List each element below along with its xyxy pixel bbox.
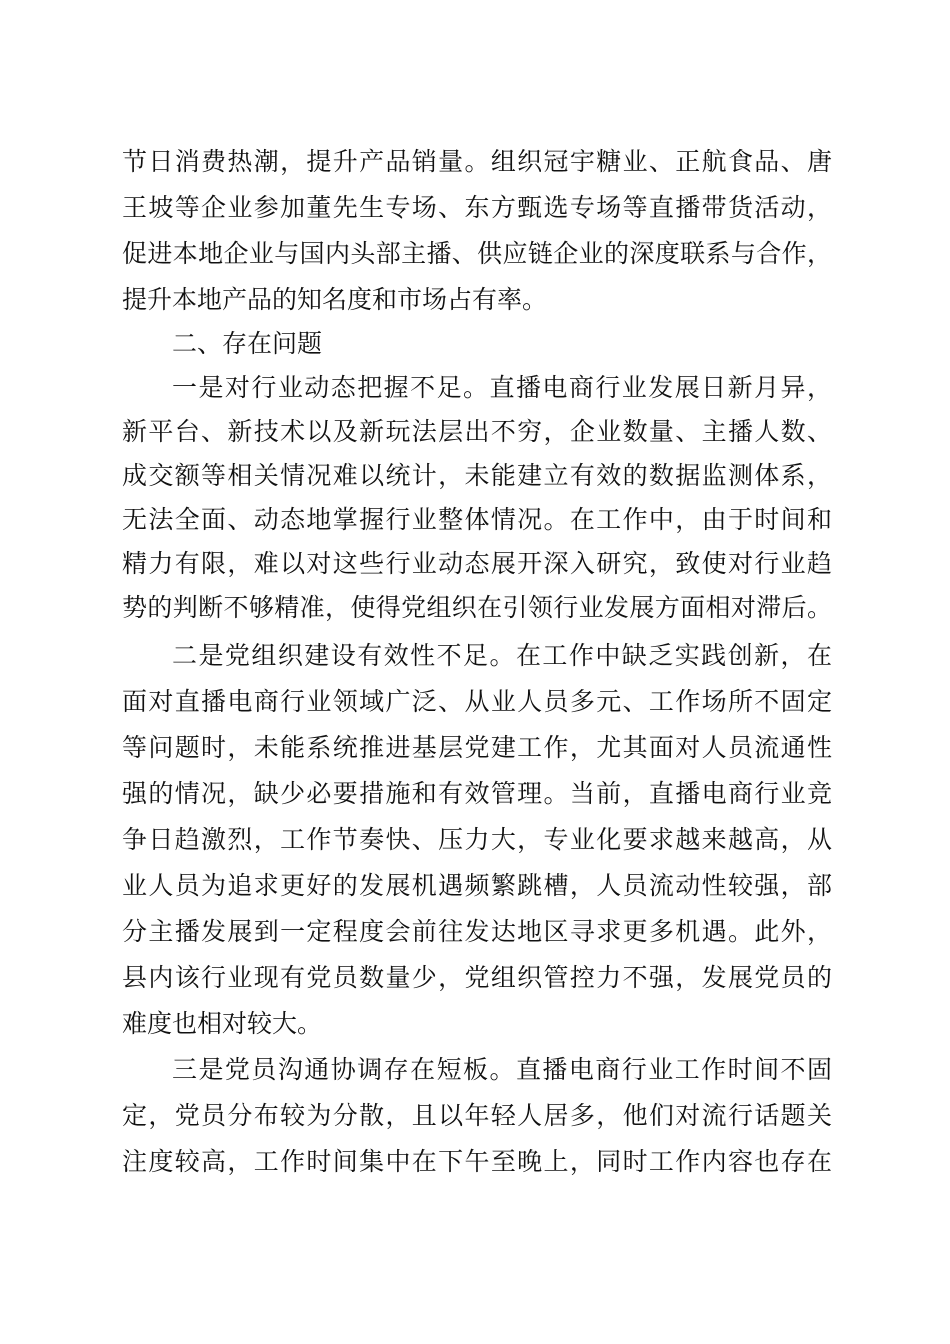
paragraph-line: 争日趋激烈，工作节奏快、压力大，专业化要求越来越高，从 xyxy=(122,825,832,854)
paragraph-line: 注度较高，工作时间集中在下午至晚上，同时工作内容也存在 xyxy=(122,1147,832,1176)
paragraph-line: 成交额等相关情况难以统计，未能建立有效的数据监测体系， xyxy=(122,461,832,490)
paragraph-line: 新平台、新技术以及新玩法层出不穷，企业数量、主播人数、 xyxy=(122,417,832,446)
section-heading: 二、存在问题 xyxy=(172,329,323,358)
paragraph-line: 无法全面、动态地掌握行业整体情况。在工作中，由于时间和 xyxy=(122,505,832,534)
paragraph-text: 直播电商行业发展日新月异， xyxy=(489,373,832,402)
paragraph-lead: 一是对行业动态把握不足。 xyxy=(172,373,490,402)
paragraph-line: 节日消费热潮，提升产品销量。组织冠宇糖业、正航食品、唐 xyxy=(122,147,832,176)
paragraph-text: 在工作中缺乏实践创新，在 xyxy=(515,641,832,670)
paragraph-line: 面对直播电商行业领域广泛、从业人员多元、工作场所不固定 xyxy=(122,687,832,716)
paragraph-line: 势的判断不够精准，使得党组织在引领行业发展方面相对滞后。 xyxy=(122,593,832,622)
paragraph-line: 强的情况，缺少必要措施和有效管理。当前，直播电商行业竞 xyxy=(122,779,832,808)
paragraph-lead: 二是党组织建设有效性不足。 xyxy=(172,641,516,670)
paragraph-first-line xyxy=(172,366,832,410)
paragraph-first-line xyxy=(172,1048,832,1092)
paragraph-line: 等问题时，未能系统推进基层党建工作，尤其面对人员流通性 xyxy=(122,733,832,762)
paragraph-line: 业人员为追求更好的发展机遇频繁跳槽，人员流动性较强，部 xyxy=(122,871,832,900)
paragraph-line: 提升本地产品的知名度和市场占有率。 xyxy=(122,285,548,314)
paragraph-first-line xyxy=(172,634,832,678)
paragraph-line: 促进本地企业与国内头部主播、供应链企业的深度联系与合作， xyxy=(122,239,832,268)
paragraph-text: 直播电商行业工作时间不固 xyxy=(515,1055,832,1084)
paragraph-line: 王坡等企业参加董先生专场、东方甄选专场等直播带货活动， xyxy=(122,193,832,222)
paragraph-line: 难度也相对较大。 xyxy=(122,1009,323,1038)
paragraph-line: 精力有限，难以对这些行业动态展开深入研究，致使对行业趋 xyxy=(122,549,832,578)
paragraph-line: 分主播发展到一定程度会前往发达地区寻求更多机遇。此外， xyxy=(122,917,832,946)
paragraph-line: 县内该行业现有党员数量少，党组织管控力不强，发展党员的 xyxy=(122,963,832,992)
paragraph-line: 定，党员分布较为分散，且以年轻人居多，他们对流行话题关 xyxy=(122,1101,832,1130)
paragraph-lead: 三是党员沟通协调存在短板。 xyxy=(172,1055,516,1084)
